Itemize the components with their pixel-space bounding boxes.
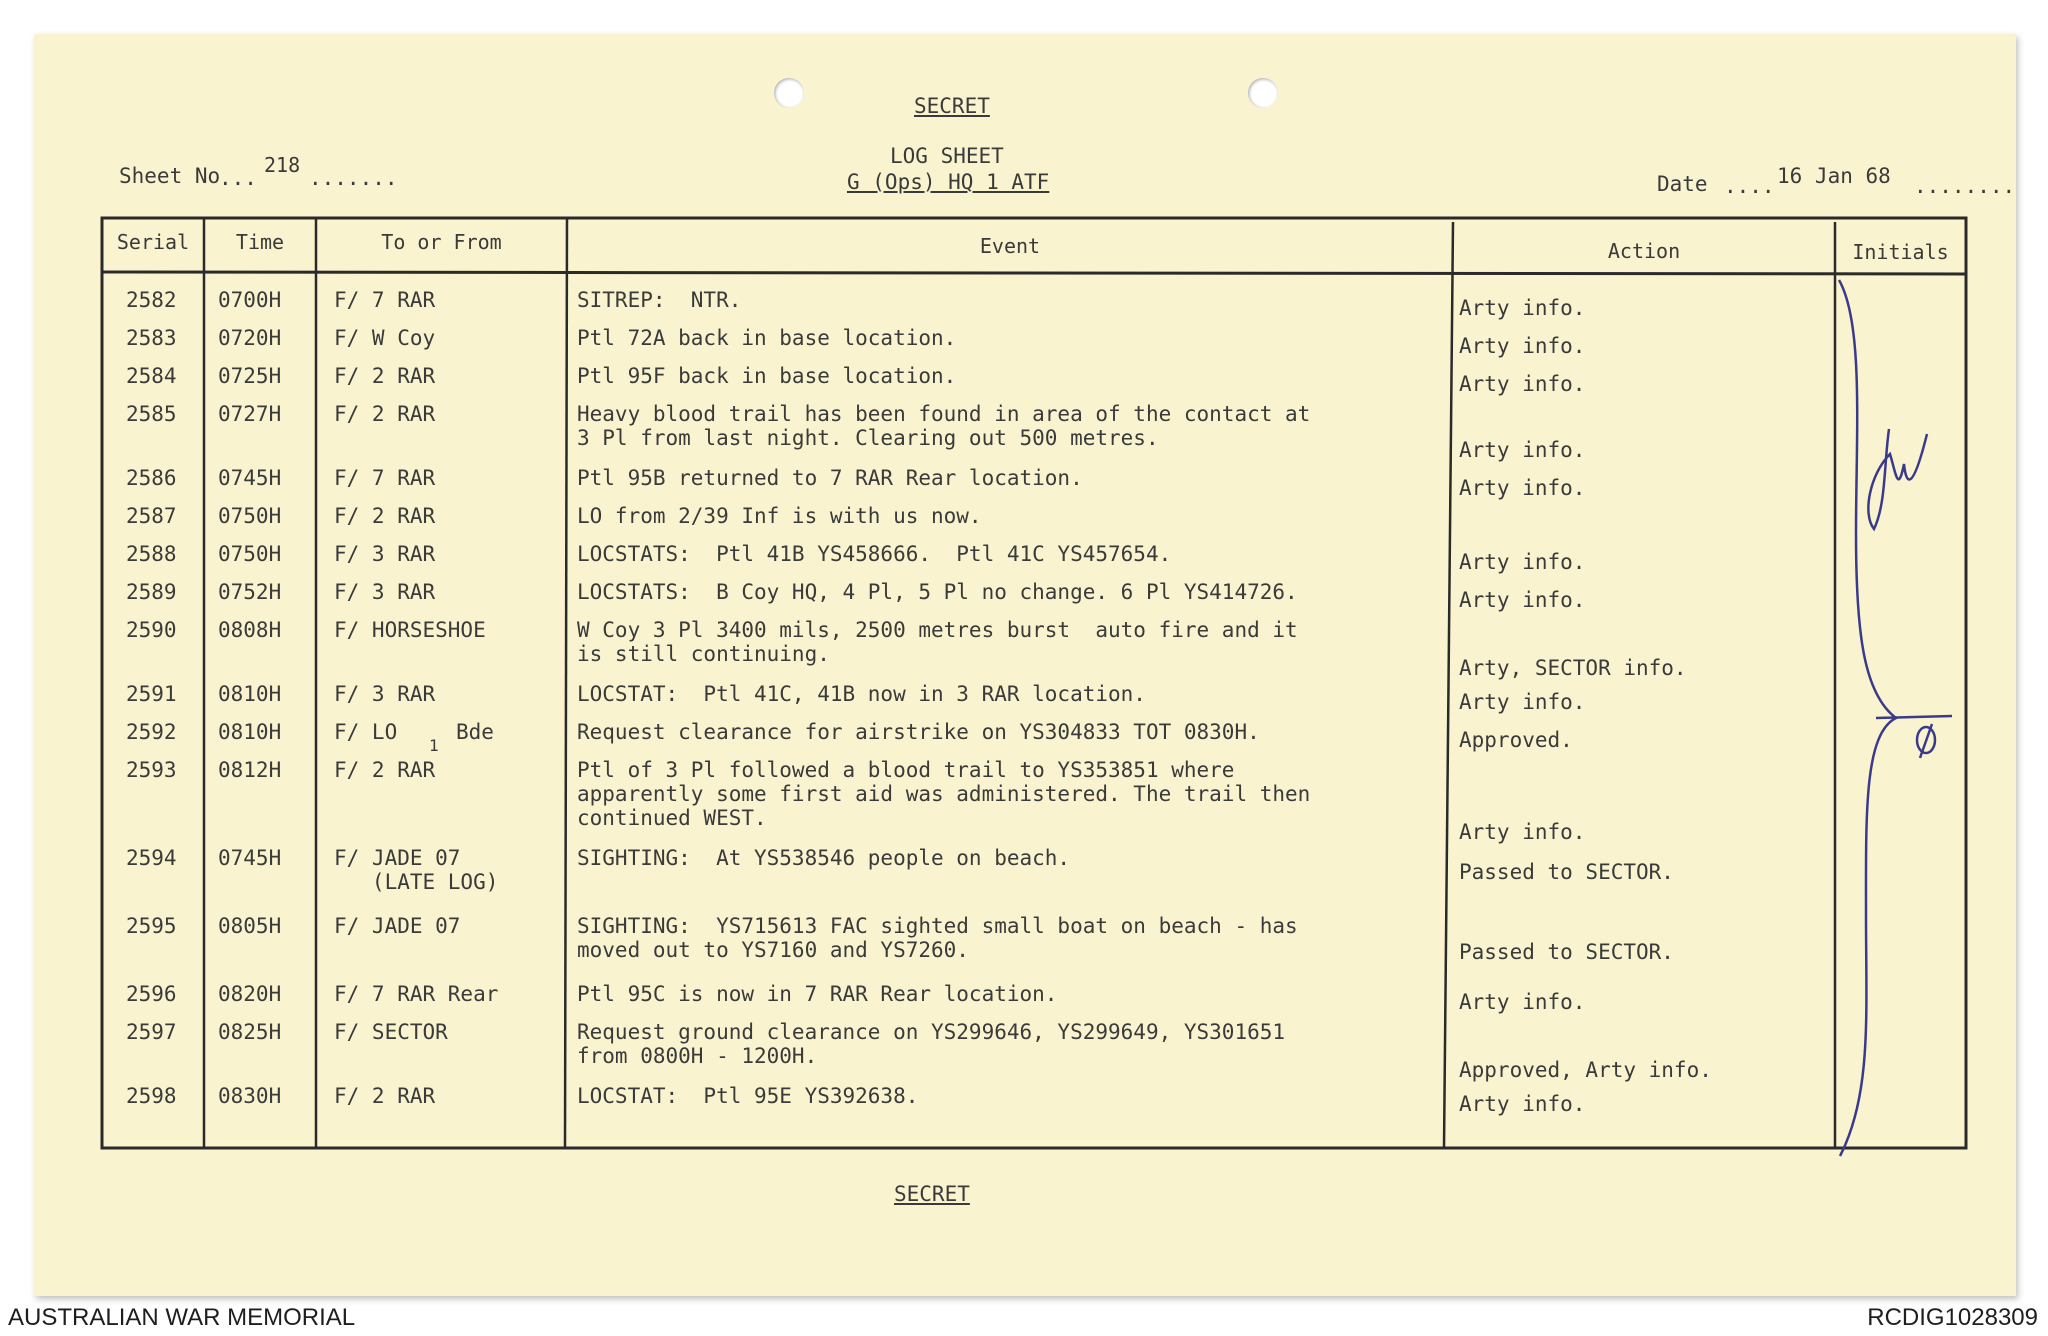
to-from-cell: F/ 2 RAR <box>334 402 436 426</box>
serial-cell: 2588 <box>126 542 177 566</box>
event-cell: Ptl 95B returned to 7 RAR Rear location. <box>577 466 1083 490</box>
serial-cell: 2597 <box>126 1020 177 1044</box>
initials-bracket <box>1839 280 1952 1156</box>
header-initials: Initials <box>1852 240 1949 264</box>
to-from-cell: F/ 2 RAR <box>334 504 436 528</box>
time-cell: 0808H <box>218 618 282 642</box>
serial-cell: 2595 <box>126 914 177 938</box>
event-cell: Ptl 95C is now in 7 RAR Rear location. <box>577 982 1058 1006</box>
time-cell: 0750H <box>218 542 282 566</box>
time-cell: 0727H <box>218 402 282 426</box>
event-cell: SIGHTING: YS715613 FAC sighted small boat on beach - has moved out to YS7160 and YS7260. <box>577 914 1298 962</box>
time-cell: 0720H <box>218 326 282 350</box>
to-from-cell: F/ 7 RAR <box>334 288 436 312</box>
to-from-cell: F/ HORSESHOE <box>334 618 486 642</box>
action-cell: Arty info. <box>1459 550 1586 574</box>
event-cell: Ptl 72A back in base location. <box>577 326 957 350</box>
event-cell: SIGHTING: At YS538546 people on beach. <box>577 846 1071 870</box>
serial-cell: 2591 <box>126 682 177 706</box>
to-from-subscript: 1 <box>429 736 439 755</box>
serial-cell: 2589 <box>126 580 177 604</box>
action-cell: Arty, SECTOR info. <box>1459 656 1687 680</box>
log-sheet-paper <box>34 34 2016 1296</box>
serial-cell: 2584 <box>126 364 177 388</box>
action-cell: Arty info. <box>1459 334 1586 358</box>
serial-cell: 2582 <box>126 288 177 312</box>
header-time: Time <box>235 230 285 254</box>
event-cell: LOCSTAT: Ptl 41C, 41B now in 3 RAR location. <box>577 682 1146 706</box>
action-cell: Arty info. <box>1459 990 1586 1014</box>
event-cell: Ptl of 3 Pl followed a blood trail to YS353851 where apparently some first aid was administered. The trail then continued WEST. <box>577 758 1311 830</box>
header-action: Action <box>1607 239 1681 263</box>
sheet-no-label: Sheet No <box>119 164 221 188</box>
sheet-no-value: 218 <box>264 153 301 177</box>
event-cell: LO from 2/39 Inf is with us now. <box>577 504 982 528</box>
action-cell: Approved, Arty info. <box>1459 1058 1712 1082</box>
action-cell: Arty info. <box>1459 296 1586 320</box>
action-cell: Arty info. <box>1459 820 1586 844</box>
action-cell: Passed to SECTOR. <box>1459 860 1674 884</box>
action-cell: Passed to SECTOR. <box>1459 940 1674 964</box>
to-from-cell: F/ SECTOR <box>334 1020 448 1044</box>
time-cell: 0700H <box>218 288 282 312</box>
action-cell: Arty info. <box>1459 372 1586 396</box>
event-cell: LOCSTATS: B Coy HQ, 4 Pl, 5 Pl no change. 6 Pl YS414726. <box>577 580 1298 604</box>
to-from-cell: F/ 2 RAR <box>334 364 436 388</box>
action-cell: Arty info. <box>1459 1092 1586 1116</box>
time-cell: 0812H <box>218 758 282 782</box>
time-cell: 0805H <box>218 914 282 938</box>
to-from-cell: F/ W Coy <box>334 326 436 350</box>
to-from-cell: F/ 3 RAR <box>334 682 436 706</box>
event-cell: W Coy 3 Pl 3400 mils, 2500 metres burst auto fire and it is still continuing. <box>577 618 1298 666</box>
to-from-cell: F/ 2 RAR <box>334 1084 436 1108</box>
header-to-from: To or From <box>381 230 502 254</box>
serial-cell: 2598 <box>126 1084 177 1108</box>
to-from-cell: F/ 3 RAR <box>334 542 436 566</box>
serial-cell: 2583 <box>126 326 177 350</box>
action-cell: Arty info. <box>1459 588 1586 612</box>
to-from-cell: F/ JADE 07 (LATE LOG) <box>334 846 499 894</box>
event-cell: Ptl 95F back in base location. <box>577 364 957 388</box>
time-cell: 0810H <box>218 720 282 744</box>
date-dots-pre: .... <box>1724 174 1775 198</box>
time-cell: 0830H <box>218 1084 282 1108</box>
to-from-cell: F/ 7 RAR <box>334 466 436 490</box>
time-cell: 0745H <box>218 466 282 490</box>
event-cell: Heavy blood trail has been found in area of the contact at 3 Pl from last night. Clearing out 500 metres. <box>577 402 1311 450</box>
to-from-cell: F/ 2 RAR <box>334 758 436 782</box>
event-cell: SITREP: NTR. <box>577 288 742 312</box>
event-cell: Request clearance for airstrike on YS304833 TOT 0830H. <box>577 720 1260 744</box>
to-from-cell: F/ 3 RAR <box>334 580 436 604</box>
serial-cell: 2590 <box>126 618 177 642</box>
to-from-cell: F/ LO <box>334 720 398 744</box>
time-cell: 0820H <box>218 982 282 1006</box>
classification-bottom: SECRET <box>894 1182 970 1206</box>
log-sheet-title: LOG SHEET <box>890 144 1004 168</box>
serial-cell: 2593 <box>126 758 177 782</box>
classification-top: SECRET <box>914 94 990 118</box>
action-cell: Arty info. <box>1459 476 1586 500</box>
action-cell: Arty info. <box>1459 438 1586 462</box>
sheet-no-dots-pre: ... <box>219 166 257 190</box>
footer-record-id: RCDIG1028309 <box>1867 1304 2038 1331</box>
serial-cell: 2586 <box>126 466 177 490</box>
log-sheet-subtitle: G (Ops) HQ 1 ATF <box>847 170 1050 194</box>
action-cell: Arty info. <box>1459 690 1586 714</box>
sheet-no-dots-post: ....... <box>309 166 398 190</box>
footer-source: AUSTRALIAN WAR MEMORIAL <box>8 1304 356 1331</box>
time-cell: 0725H <box>218 364 282 388</box>
event-cell: Request ground clearance on YS299646, YS299649, YS301651 from 0800H - 1200H. <box>577 1020 1286 1068</box>
time-cell: 0752H <box>218 580 282 604</box>
event-cell: LOCSTAT: Ptl 95E YS392638. <box>577 1084 919 1108</box>
date-dots-post: ........ <box>1914 174 2016 198</box>
event-cell: LOCSTATS: Ptl 41B YS458666. Ptl 41C YS457654. <box>577 542 1172 566</box>
time-cell: 0810H <box>218 682 282 706</box>
serial-cell: 2592 <box>126 720 177 744</box>
time-cell: 0750H <box>218 504 282 528</box>
serial-cell: 2596 <box>126 982 177 1006</box>
date-label: Date <box>1657 172 1708 196</box>
date-value: 16 Jan 68 <box>1777 164 1891 188</box>
serial-cell: 2587 <box>126 504 177 528</box>
time-cell: 0745H <box>218 846 282 870</box>
serial-cell: 2594 <box>126 846 177 870</box>
to-from-cell: F/ 7 RAR Rear <box>334 982 499 1006</box>
header-serial: Serial <box>116 230 190 254</box>
time-cell: 0825H <box>218 1020 282 1044</box>
to-from-tail: Bde <box>456 720 494 744</box>
header-event: Event <box>979 234 1041 258</box>
serial-cell: 2585 <box>126 402 177 426</box>
action-cell: Approved. <box>1459 728 1573 752</box>
to-from-cell: F/ JADE 07 <box>334 914 461 938</box>
